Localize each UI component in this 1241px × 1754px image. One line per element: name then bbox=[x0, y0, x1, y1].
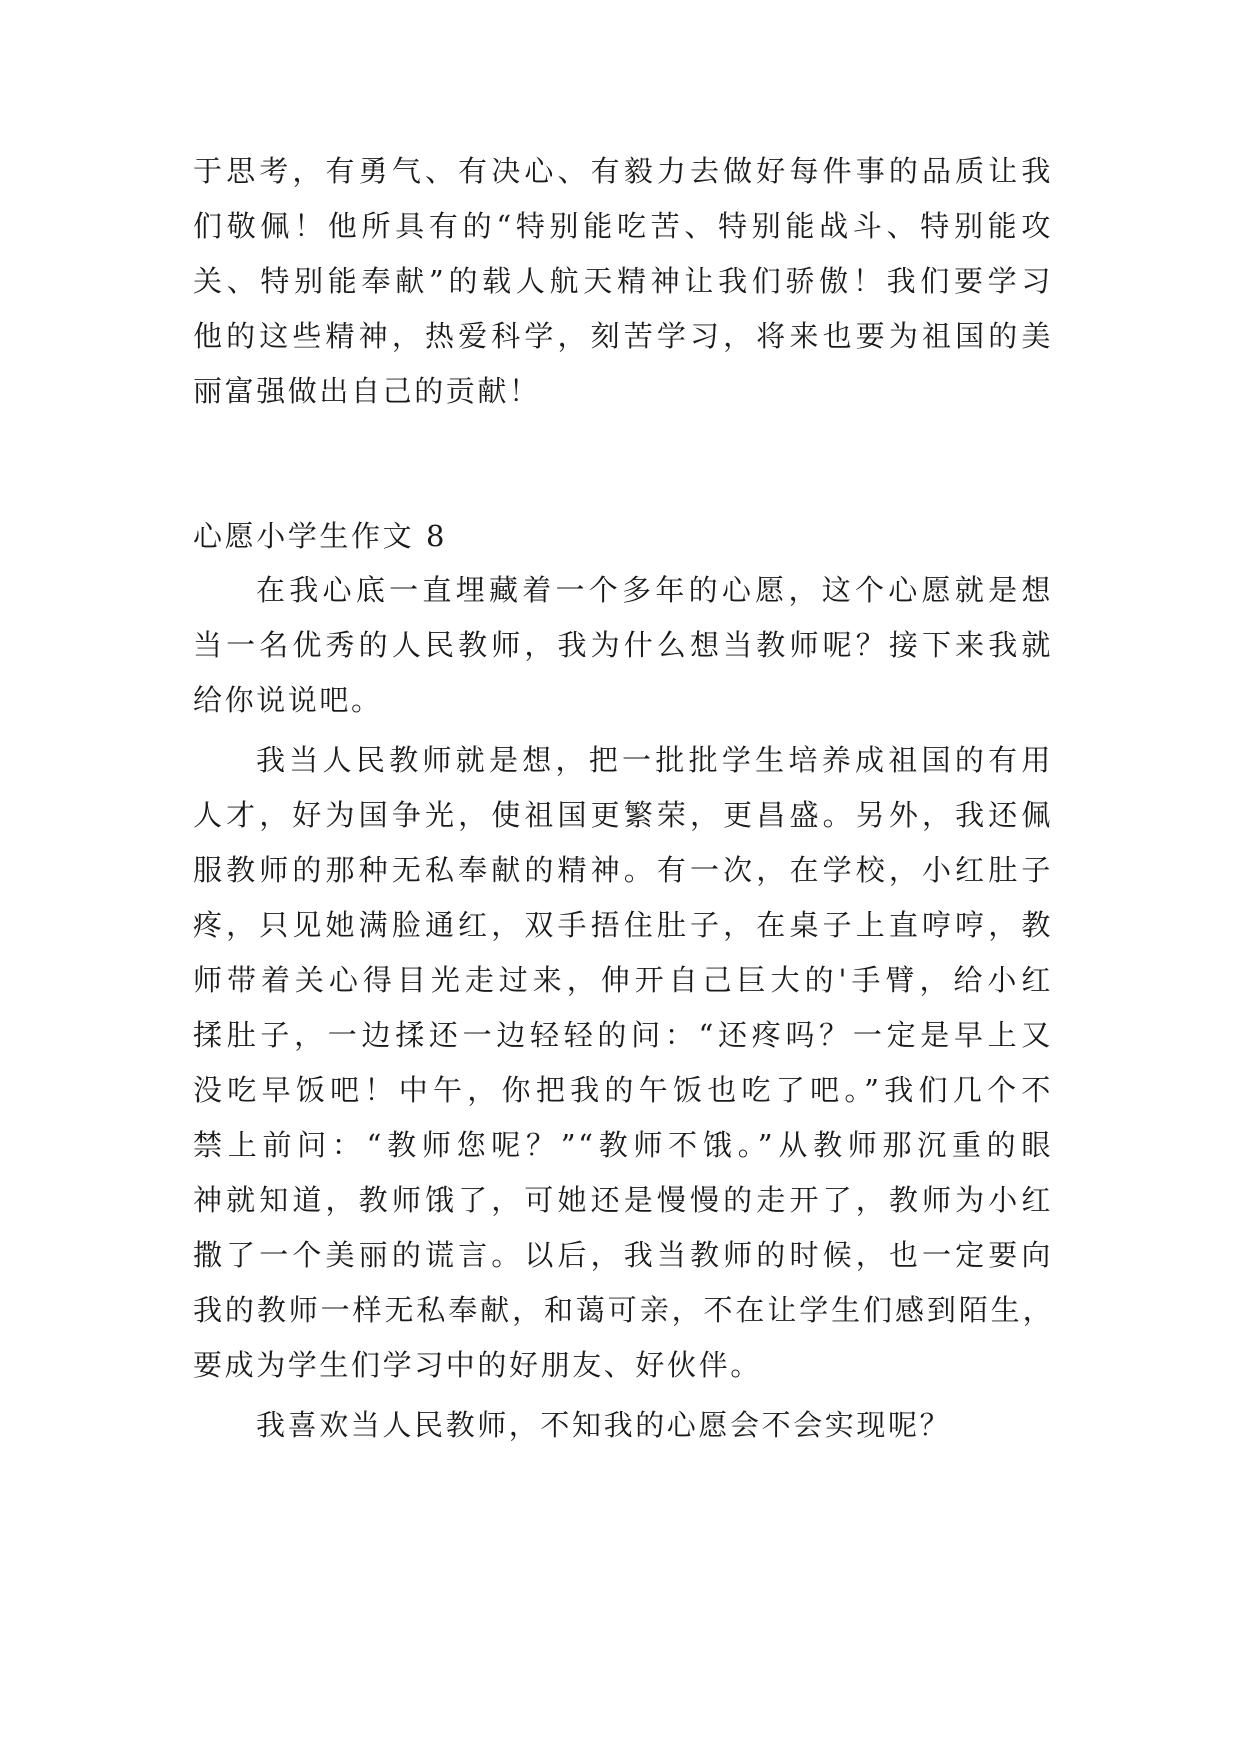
text-line: 丽富强做出自己的贡献！ bbox=[193, 374, 541, 408]
text-line: 于思考，有勇气、有决心、有毅力去做好每件事的品质让我 bbox=[193, 154, 1053, 188]
text-line: 禁上前问：“教师您呢？”“教师不饿。”从教师那沉重的眼 bbox=[193, 1128, 1053, 1162]
text-line: 师带着关心得目光走过来，伸开自己巨大的'手臂，给小红 bbox=[193, 963, 1053, 997]
essay-title: 心愿小学生作文 8 bbox=[193, 519, 448, 553]
text-line: 没吃早饭吧！中午，你把我的午饭也吃了吧。”我们几个不 bbox=[193, 1073, 1053, 1107]
text-line: 在我心底一直埋藏着一个多年的心愿，这个心愿就是想 bbox=[256, 573, 1053, 607]
text-line: 关、特别能奉献”的载人航天精神让我们骄傲！我们要学习 bbox=[193, 264, 1053, 298]
text-line: 疼，只见她满脸通红，双手捂住肚子，在桌子上直哼哼，教 bbox=[193, 908, 1053, 942]
text-line: 神就知道，教师饿了，可她还是慢慢的走开了，教师为小红 bbox=[193, 1183, 1053, 1217]
text-line: 撒了一个美丽的谎言。以后，我当教师的时候，也一定要向 bbox=[193, 1238, 1053, 1272]
text-line: 他的这些精神，热爱科学，刻苦学习，将来也要为祖国的美 bbox=[193, 319, 1053, 353]
text-line: 服教师的那种无私奉献的精神。有一次，在学校，小红肚子 bbox=[193, 853, 1053, 887]
text-line: 要成为学生们学习中的好朋友、好伙伴。 bbox=[193, 1348, 762, 1382]
text-line: 人才，好为国争光，使祖国更繁荣，更昌盛。另外，我还佩 bbox=[193, 798, 1053, 832]
text-line: 我的教师一样无私奉献，和蔼可亲，不在让学生们感到陌生， bbox=[193, 1293, 1053, 1327]
text-line: 我当人民教师就是想，把一批批学生培养成祖国的有用 bbox=[256, 743, 1053, 777]
text-line: 给你说说吧。 bbox=[193, 683, 383, 717]
text-line: 揉肚子，一边揉还一边轻轻的问：“还疼吗？一定是早上又 bbox=[193, 1018, 1053, 1052]
text-line: 当一名优秀的人民教师，我为什么想当教师呢？接下来我就 bbox=[193, 628, 1053, 662]
text-line: 我喜欢当人民教师，不知我的心愿会不会实现呢？ bbox=[256, 1408, 952, 1442]
text-line: 们敬佩！他所具有的“特别能吃苦、特别能战斗、特别能攻 bbox=[193, 209, 1053, 243]
